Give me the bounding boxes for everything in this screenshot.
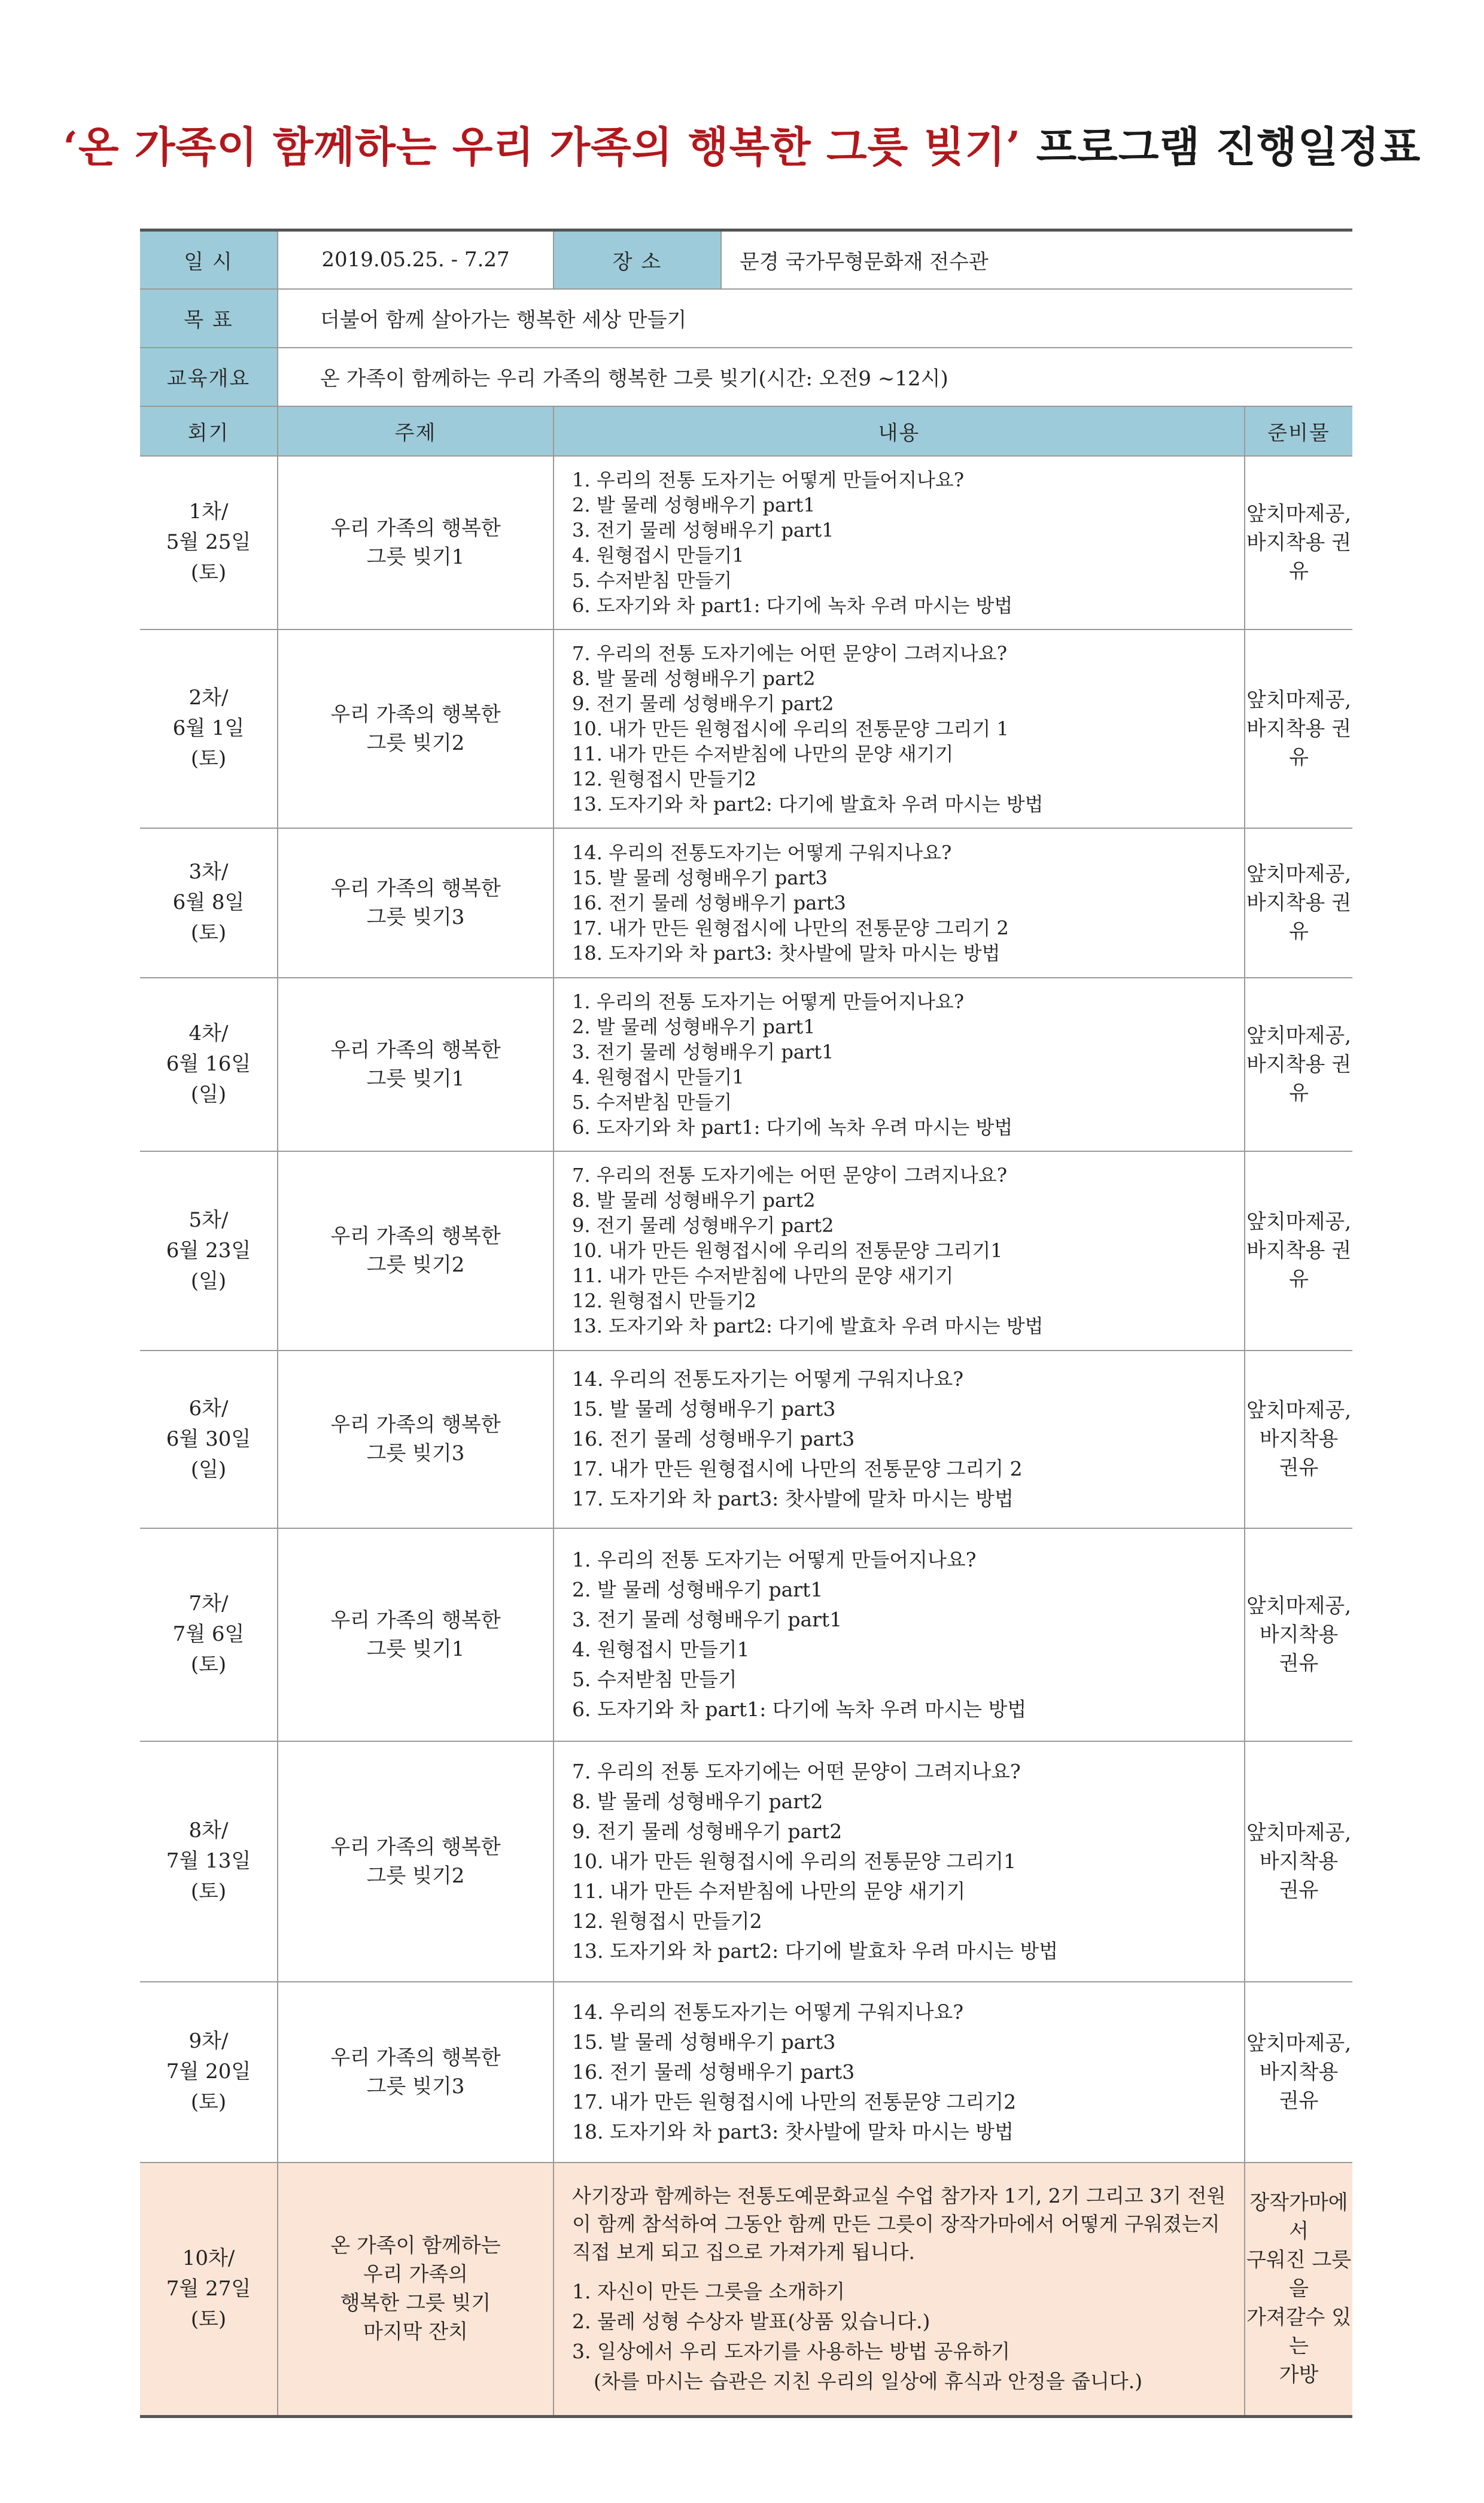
session-row: [140, 978, 1352, 1151]
session-cell: 4차/ 6월 16일 (일): [140, 978, 278, 1151]
topic-cell: 우리 가족의 행복한 그릇 빚기2: [278, 1151, 554, 1351]
session-cell: 5차/ 6월 23일 (일): [140, 1151, 278, 1351]
session-cell: 7차/ 7월 6일 (토): [140, 1528, 278, 1741]
content-cell: 14. 우리의 전통도자기는 어떻게 구워지나요? 15. 발 물레 성형배우기 part3 16. 전기 물레 성형배우기 part3 17. 내가 만든 원형접시에 나만의 전통문양 그리기 2 17. 도자기와 차 part3: 찻사발에 말차 마시는 방법: [554, 1351, 1245, 1528]
content-cell: 1. 우리의 전통 도자기는 어떻게 만들어지나요? 2. 발 물레 성형배우기 part1 3. 전기 물레 성형배우기 part1 4. 원형접시 만들기1 5. 수저받침 만들기 6. 도자기와 차 part1: 다기에 녹차 우려 마시는 방법: [554, 1528, 1245, 1741]
prep-cell: 앞치마제공, 바지착용 권유: [1245, 1151, 1352, 1351]
prep-cell: 앞치마제공, 바지착용 권유: [1245, 456, 1352, 629]
place-label: 장 소: [554, 230, 721, 289]
final-intro-text: 사기장과 함께하는 전통도예문화교실 수업 참가자 1기, 2기 그리고 3기 전원이 함께 참석하여 그동안 함께 만든 그릇이 장작가마에서 어떻게 구워졌는지 직접 보게 되고 집으로 가져가게 됩니다.: [572, 2183, 1226, 2264]
topic-cell: 우리 가족의 행복한 그릇 빚기3: [278, 1982, 554, 2163]
schedule-table: [140, 229, 1352, 2418]
topic-cell: 우리 가족의 행복한 그릇 빚기1: [278, 1528, 554, 1741]
column-header-row: [140, 406, 1352, 456]
goal-value: 더불어 함께 살아가는 행복한 세상 만들기: [278, 289, 1352, 348]
session-row: [140, 1741, 1352, 1982]
final-session-row: [140, 2163, 1352, 2417]
column-header-topic: 주제: [278, 406, 554, 456]
session-row: [140, 1982, 1352, 2163]
session-row: [140, 629, 1352, 828]
session-cell: 9차/ 7월 20일 (토): [140, 1982, 278, 2163]
info-row-date: [140, 230, 1352, 289]
page-title-suffix: 프로그램 진행일정표: [1021, 122, 1421, 172]
prep-cell: 장작가마에서 구워진 그릇을 가져갈수 있는 가방: [1245, 2163, 1352, 2417]
content-cell: 14. 우리의 전통도자기는 어떻게 구워지나요? 15. 발 물레 성형배우기 part3 16. 전기 물레 성형배우기 part3 17. 내가 만든 원형접시에 나만의 전통문양 그리기 2 18. 도자기와 차 part3: 찻사발에 말차 마시는 방법: [554, 828, 1245, 978]
session-row: [140, 1351, 1352, 1528]
info-row-overview: [140, 348, 1352, 406]
topic-cell: 우리 가족의 행복한 그릇 빚기1: [278, 456, 554, 629]
topic-cell: 우리 가족의 행복한 그릇 빚기3: [278, 1351, 554, 1528]
content-cell: 7. 우리의 전통 도자기에는 어떤 문양이 그려지나요? 8. 발 물레 성형배우기 part2 9. 전기 물레 성형배우기 part2 10. 내가 만든 원형접시에 우리의 전통문양 그리기1 11. 내가 만든 수저받침에 나만의 문양 새기기 12. 원형접시 만들기2 13. 도자기와 차 part2: 다기에 발효차 우려 마시는 방법: [554, 1741, 1245, 1982]
topic-cell: 우리 가족의 행복한 그릇 빚기2: [278, 1741, 554, 1982]
prep-cell: 앞치마제공, 바지착용 권유: [1245, 1982, 1352, 2163]
page-title: [0, 114, 1484, 174]
column-header-prep: 준비물: [1245, 406, 1352, 456]
prep-cell: 앞치마제공, 바지착용 권유: [1245, 828, 1352, 978]
session-row: [140, 828, 1352, 978]
session-row: [140, 456, 1352, 629]
page-title-program-name: ‘온 가족이 함께하는 우리 가족의 행복한 그릇 빚기’: [63, 122, 1021, 172]
content-cell: 7. 우리의 전통 도자기에는 어떤 문양이 그려지나요? 8. 발 물레 성형배우기 part2 9. 전기 물레 성형배우기 part2 10. 내가 만든 원형접시에 우리의 전통문양 그리기 1 11. 내가 만든 수저받침에 나만의 문양 새기기 12. 원형접시 만들기2 13. 도자기와 차 part2: 다기에 발효차 우려 마시는 방법: [554, 629, 1245, 828]
place-value: 문경 국가무형문화재 전수관: [721, 230, 1352, 289]
overview-value: 온 가족이 함께하는 우리 가족의 행복한 그릇 빚기(시간: 오전9 ~12시): [278, 348, 1352, 406]
content-cell: 14. 우리의 전통도자기는 어떻게 구워지나요? 15. 발 물레 성형배우기 part3 16. 전기 물레 성형배우기 part3 17. 내가 만든 원형접시에 나만의 전통문양 그리기2 18. 도자기와 차 part3: 찻사발에 말차 마시는 방법: [554, 1982, 1245, 2163]
column-header-content: 내용: [554, 406, 1245, 456]
session-cell: 6차/ 6월 30일 (일): [140, 1351, 278, 1528]
content-cell: 사기장과 함께하는 전통도예문화교실 수업 참가자 1기, 2기 그리고 3기 전원이 함께 참석하여 그동안 함께 만든 그릇이 장작가마에서 어떻게 구워졌는지 직접 보게 되고 집으로 가져가게 됩니다. 1. 자신이 만든 그릇을 소개하기 2. 물레 성형 수상자 발표(상품 있습니다.) 3. 일상에서 우리 도자기를 사용하는 방법 공유하기 (차를 마시는 습관은 지친 우리의 일상에 휴식과 안정을 줍니다.): [554, 2163, 1245, 2417]
prep-cell: 앞치마제공, 바지착용 권유: [1245, 978, 1352, 1151]
content-cell: 7. 우리의 전통 도자기에는 어떤 문양이 그려지나요? 8. 발 물레 성형배우기 part2 9. 전기 물레 성형배우기 part2 10. 내가 만든 원형접시에 우리의 전통문양 그리기1 11. 내가 만든 수저받침에 나만의 문양 새기기 12. 원형접시 만들기2 13. 도자기와 차 part2: 다기에 발효차 우려 마시는 방법: [554, 1151, 1245, 1351]
prep-cell: 앞치마제공, 바지착용 권유: [1245, 629, 1352, 828]
session-cell: 8차/ 7월 13일 (토): [140, 1741, 278, 1982]
session-cell: 1차/ 5월 25일 (토): [140, 456, 278, 629]
topic-cell: 우리 가족의 행복한 그릇 빚기1: [278, 978, 554, 1151]
session-cell: 3차/ 6월 8일 (토): [140, 828, 278, 978]
column-header-session: 회기: [140, 406, 278, 456]
session-cell: 2차/ 6월 1일 (토): [140, 629, 278, 828]
topic-cell: 우리 가족의 행복한 그릇 빚기3: [278, 828, 554, 978]
date-value: 2019.05.25. - 7.27: [278, 230, 554, 289]
overview-label: 교육개요: [140, 348, 278, 406]
info-row-goal: [140, 289, 1352, 348]
prep-cell: 앞치마제공, 바지착용 권유: [1245, 1528, 1352, 1741]
content-cell: 1. 우리의 전통 도자기는 어떻게 만들어지나요? 2. 발 물레 성형배우기 part1 3. 전기 물레 성형배우기 part1 4. 원형접시 만들기1 5. 수저받침 만들기 6. 도자기와 차 part1: 다기에 녹차 우려 마시는 방법: [554, 978, 1245, 1151]
topic-cell: 우리 가족의 행복한 그릇 빚기2: [278, 629, 554, 828]
content-cell: 1. 우리의 전통 도자기는 어떻게 만들어지나요? 2. 발 물레 성형배우기 part1 3. 전기 물레 성형배우기 part1 4. 원형접시 만들기1 5. 수저받침 만들기 6. 도자기와 차 part1: 다기에 녹차 우려 마시는 방법: [554, 456, 1245, 629]
session-cell: 10차/ 7월 27일 (토): [140, 2163, 278, 2417]
goal-label: 목 표: [140, 289, 278, 348]
session-row: [140, 1528, 1352, 1741]
date-label: 일 시: [140, 230, 278, 289]
topic-cell: 온 가족이 함께하는 우리 가족의 행복한 그릇 빚기 마지막 잔치: [278, 2163, 554, 2417]
prep-cell: 앞치마제공, 바지착용 권유: [1245, 1741, 1352, 1982]
prep-cell: 앞치마제공, 바지착용 권유: [1245, 1351, 1352, 1528]
session-row: [140, 1151, 1352, 1351]
